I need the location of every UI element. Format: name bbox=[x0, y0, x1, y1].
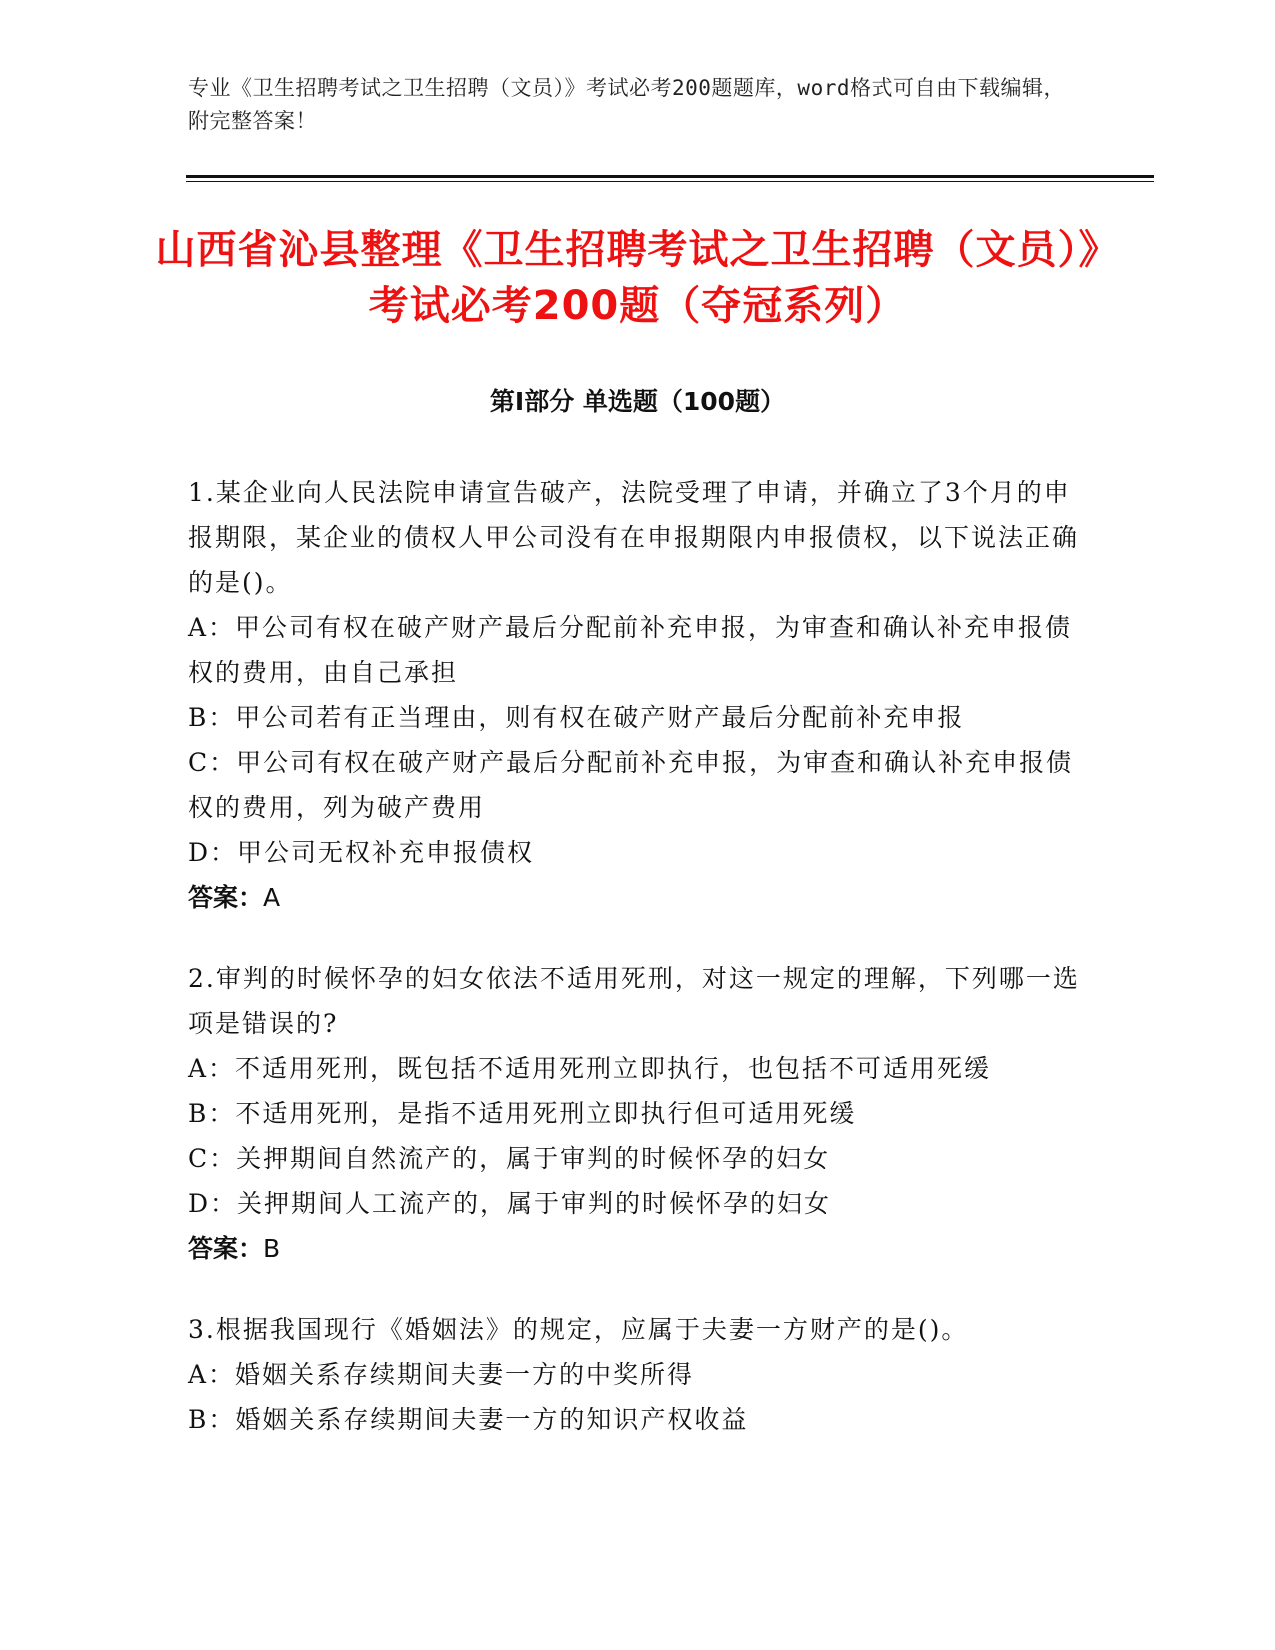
section-heading: 第Ⅰ部分 单选题（100题） bbox=[489, 387, 786, 416]
answer-value: B bbox=[263, 1234, 281, 1263]
document-title: 山西省沁县整理《卫生招聘考试之卫生招聘（文员）》考试必考200题（夺冠系列） bbox=[155, 227, 1120, 329]
option-c: C：关押期间自然流产的，属于审判的时候怀孕的妇女 bbox=[188, 1144, 831, 1173]
question-stem: 3.根据我国现行《婚姻法》的规定，应属于夫妻一方财产的是()。 bbox=[188, 1315, 969, 1344]
option-a: A：婚姻关系存续期间夫妻一方的中奖所得 bbox=[188, 1360, 695, 1389]
answer-line bbox=[188, 875, 1088, 920]
question-stem: 2.审判的时候怀孕的妇女依法不适用死刑，对这一规定的理解，下列哪一选项是错误的? bbox=[188, 964, 1080, 1038]
option-d: D：关押期间人工流产的，属于审判的时候怀孕的妇女 bbox=[188, 1189, 832, 1218]
option-d: D：甲公司无权补充申报债权 bbox=[188, 838, 535, 867]
question-item bbox=[188, 956, 1088, 1271]
header-note: 专业《卫生招聘考试之卫生招聘（文员）》考试必考200题题库，word格式可自由下载编辑，附完整答案！ bbox=[188, 76, 1065, 133]
option-b: B：不适用死刑，是指不适用死刑立即执行但可适用死缓 bbox=[188, 1099, 857, 1128]
option-c: C：甲公司有权在破产财产最后分配前补充申报，为审查和确认补充申报债权的费用，列为破产费用 bbox=[188, 748, 1074, 822]
option-b: B：甲公司若有正当理由，则有权在破产财产最后分配前补充申报 bbox=[188, 703, 965, 732]
question-stem: 1.某企业向人民法院申请宣告破产，法院受理了申请，并确立了3个月的申报期限，某企业的债权人甲公司没有在申报期限内申报债权，以下说法正确的是()。 bbox=[188, 478, 1080, 597]
answer-line bbox=[188, 1226, 1088, 1271]
option-a: A：不适用死刑，既包括不适用死刑立即执行，也包括不可适用死缓 bbox=[188, 1054, 992, 1083]
header-divider-thin bbox=[186, 181, 1154, 182]
option-b: B：婚姻关系存续期间夫妻一方的知识产权收益 bbox=[188, 1405, 749, 1434]
option-a: A：甲公司有权在破产财产最后分配前补充申报，为审查和确认补充申报债权的费用，由自己承担 bbox=[188, 613, 1073, 687]
question-item bbox=[188, 470, 1088, 920]
question-list bbox=[188, 470, 1088, 1478]
answer-label: 答案： bbox=[188, 1234, 264, 1263]
header-divider-thick bbox=[186, 175, 1154, 178]
question-item bbox=[188, 1307, 1088, 1442]
answer-value: A bbox=[263, 883, 281, 912]
answer-label: 答案： bbox=[188, 883, 264, 912]
